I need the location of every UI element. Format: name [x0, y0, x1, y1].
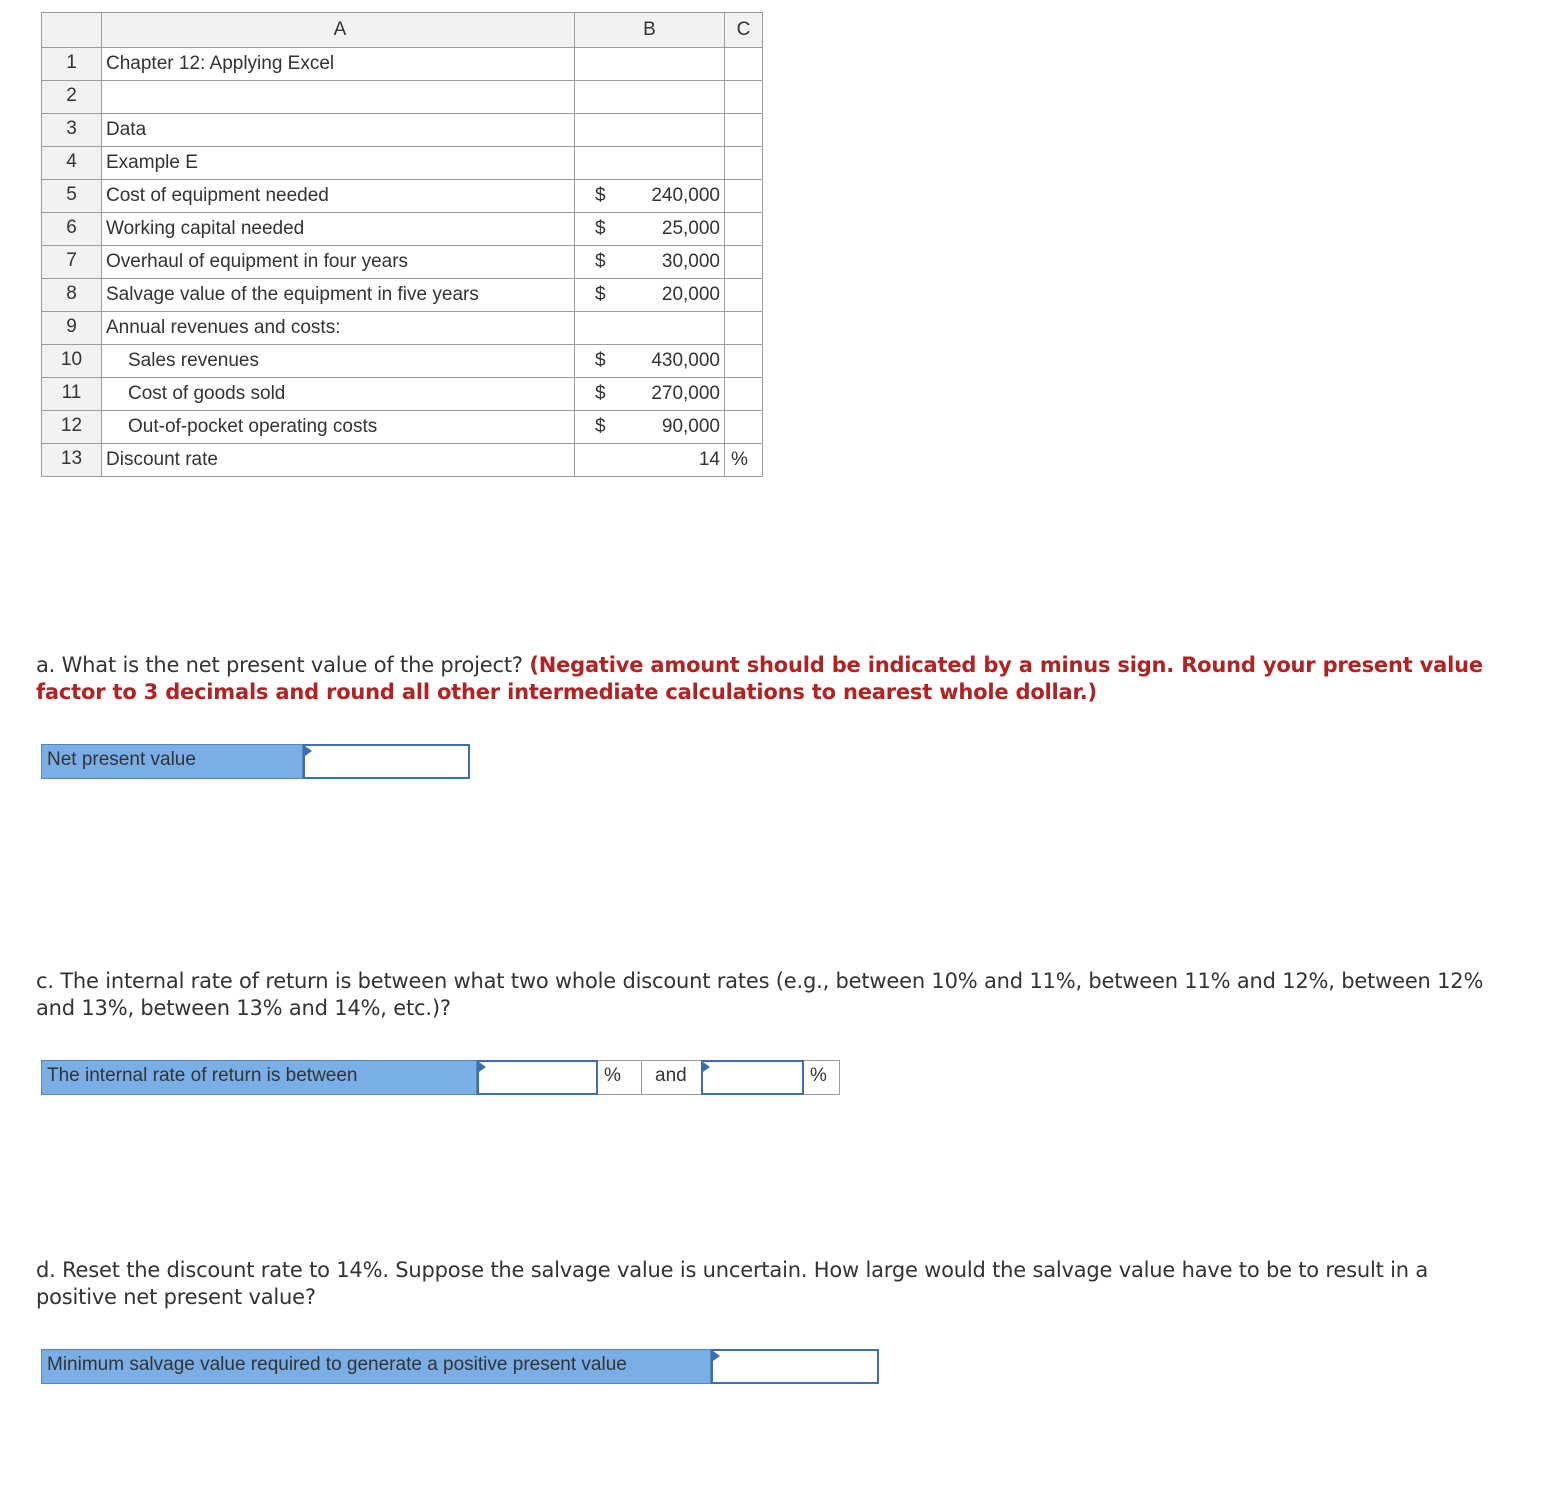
cell-c [725, 213, 763, 246]
column-header-row [42, 13, 763, 48]
cell-a-label: Annual revenues and costs: [102, 312, 575, 345]
amount: 430,000 [651, 350, 720, 371]
irr-low-input[interactable] [477, 1060, 598, 1095]
currency-symbol: $ [595, 218, 606, 239]
currency-symbol: $ [595, 284, 606, 305]
cell-a-label: Data [102, 114, 575, 147]
currency-symbol: $ [595, 350, 606, 371]
cell-b-value [575, 246, 725, 279]
question-c-text: c. The internal rate of return is between what two whole discount rates (e.g., between 10% and 11%, between 11% and 12%, between 12% and 13%, between 13% and 14%, etc.)? [36, 969, 1484, 1020]
sheet-row [42, 147, 763, 180]
amount: 25,000 [661, 218, 720, 239]
sheet-row [42, 180, 763, 213]
sheet-row [42, 279, 763, 312]
cell-a-label: Working capital needed [102, 213, 575, 246]
npv-input-wrap [303, 744, 470, 779]
row-number: 3 [42, 114, 102, 147]
irr-label: The internal rate of return is between [41, 1060, 477, 1095]
cell-c [725, 147, 763, 180]
cell-b-value: 14 [575, 444, 725, 477]
row-number: 6 [42, 213, 102, 246]
irr-high-input[interactable] [701, 1060, 804, 1095]
cell-b-value [575, 81, 725, 114]
npv-label: Net present value [41, 744, 303, 779]
cell-a-label: Discount rate [102, 444, 575, 477]
sheet-row [42, 378, 763, 411]
question-a-text: a. What is the net present value of the project? [36, 653, 530, 677]
irr-answer-row [41, 1060, 840, 1095]
question-a-note: (Negative amount should be indicated by a minus sign. Round your present value factor to 3 decimals and round all other intermediate calculations to nearest whole dollar.) [36, 653, 1483, 704]
cell-a-label: Cost of goods sold [102, 378, 575, 411]
sheet-row [42, 213, 763, 246]
input-flag-icon [703, 1062, 710, 1072]
irr-low-input-wrap [477, 1060, 598, 1095]
row-number: 4 [42, 147, 102, 180]
row-number: 1 [42, 48, 102, 81]
row-number: 12 [42, 411, 102, 444]
column-header-a: A [102, 13, 575, 48]
amount: 30,000 [661, 251, 720, 272]
sheet-row [42, 114, 763, 147]
sheet-row [42, 411, 763, 444]
row-number: 2 [42, 81, 102, 114]
cell-c: % [725, 444, 763, 477]
row-number: 9 [42, 312, 102, 345]
cell-b-value [575, 411, 725, 444]
sheet-row [42, 48, 763, 81]
sheet-row [42, 246, 763, 279]
input-flag-icon [713, 1351, 720, 1361]
question-a [36, 652, 1486, 706]
data-spreadsheet [41, 12, 763, 477]
currency-symbol: $ [595, 251, 606, 272]
sheet-row [42, 81, 763, 114]
amount: 90,000 [661, 416, 720, 437]
cell-b-value [575, 114, 725, 147]
cell-a-label: Overhaul of equipment in four years [102, 246, 575, 279]
npv-answer-row [41, 744, 470, 779]
currency-symbol: $ [595, 416, 606, 437]
cell-b-value [575, 48, 725, 81]
row-number: 5 [42, 180, 102, 213]
question-d-text: d. Reset the discount rate to 14%. Suppose the salvage value is uncertain. How large would the salvage value have to be to result in a positive net present value? [36, 1258, 1429, 1309]
cell-b-value [575, 312, 725, 345]
corner-cell [42, 13, 102, 48]
cell-c [725, 345, 763, 378]
cell-a-label: Out-of-pocket operating costs [102, 411, 575, 444]
cell-b-value [575, 345, 725, 378]
question-c [36, 968, 1486, 1022]
irr-high-unit: % [804, 1060, 840, 1095]
cell-b-value [575, 180, 725, 213]
currency-symbol: $ [595, 185, 606, 206]
sheet-row [42, 345, 763, 378]
amount: 240,000 [651, 185, 720, 206]
cell-a-label: Salvage value of the equipment in five years [102, 279, 575, 312]
input-flag-icon [479, 1062, 486, 1072]
salvage-input-wrap [711, 1349, 879, 1384]
cell-c [725, 180, 763, 213]
cell-a-label [102, 81, 575, 114]
salvage-label: Minimum salvage value required to generate a positive present value [41, 1349, 711, 1384]
salvage-answer-row [41, 1349, 879, 1384]
salvage-input[interactable] [711, 1349, 879, 1384]
column-header-b: B [575, 13, 725, 48]
amount: 20,000 [661, 284, 720, 305]
cell-b-value [575, 279, 725, 312]
cell-c [725, 48, 763, 81]
cell-a-label: Example E [102, 147, 575, 180]
cell-b-value [575, 147, 725, 180]
row-number: 10 [42, 345, 102, 378]
cell-c [725, 279, 763, 312]
cell-b-value [575, 213, 725, 246]
npv-input[interactable] [303, 744, 470, 779]
and-label: and [642, 1060, 701, 1095]
row-number: 11 [42, 378, 102, 411]
cell-c [725, 411, 763, 444]
cell-c [725, 246, 763, 279]
amount: 270,000 [651, 383, 720, 404]
currency-symbol: $ [595, 383, 606, 404]
sheet-row [42, 312, 763, 345]
row-number: 13 [42, 444, 102, 477]
input-flag-icon [305, 746, 312, 756]
question-d [36, 1257, 1486, 1311]
cell-a-label: Chapter 12: Applying Excel [102, 48, 575, 81]
cell-b-value [575, 378, 725, 411]
irr-high-input-wrap [701, 1060, 804, 1095]
cell-c [725, 81, 763, 114]
row-number: 8 [42, 279, 102, 312]
cell-a-label: Cost of equipment needed [102, 180, 575, 213]
column-header-c: C [725, 13, 763, 48]
cell-c [725, 312, 763, 345]
row-number: 7 [42, 246, 102, 279]
irr-low-unit: % [598, 1060, 642, 1095]
cell-a-label: Sales revenues [102, 345, 575, 378]
cell-c [725, 378, 763, 411]
cell-c [725, 114, 763, 147]
sheet-row [42, 444, 763, 477]
